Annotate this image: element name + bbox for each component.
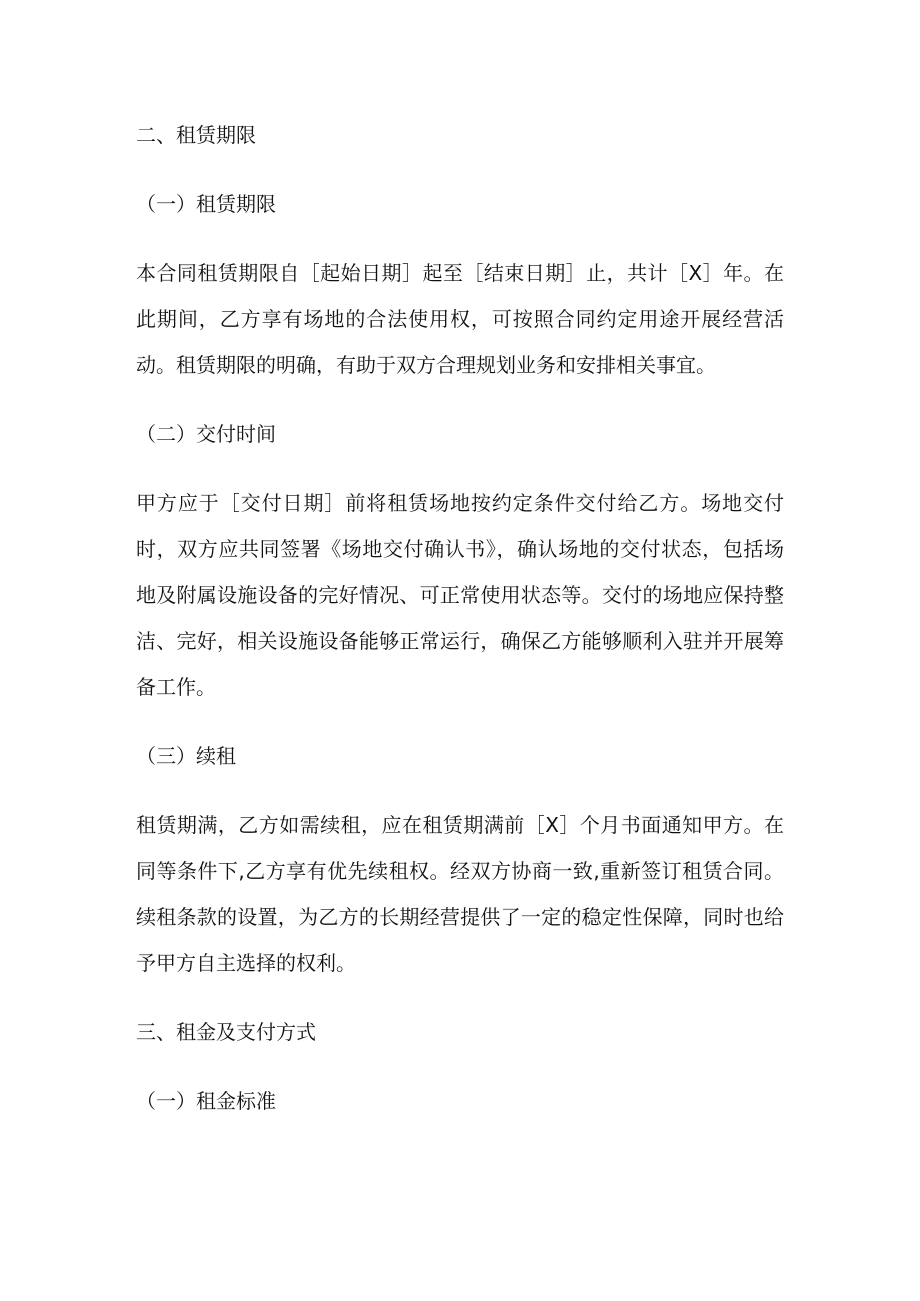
section-heading-lease-term: 二、租赁期限 — [136, 123, 256, 147]
paragraph-line: 甲方应于［交付日期］前将租赁场地按约定条件交付给乙方。场地交付 — [136, 491, 784, 515]
subsection-heading-lease-period: （一）租赁期限 — [136, 192, 276, 216]
paragraph-lease-period — [136, 250, 784, 388]
paragraph-line: 动。租赁期限的明确，有助于双方合理规划业务和安排相关事宜。 — [136, 353, 716, 377]
subsection-heading-renewal: （三）续租 — [136, 744, 236, 768]
paragraph-line: 同等条件下,乙方享有优先续租权。经双方协商一致,重新签订租赁合同。 — [136, 859, 784, 883]
paragraph-line: 租赁期满，乙方如需续租，应在租赁期满前［X］个月书面通知甲方。在 — [136, 813, 784, 837]
paragraph-line: 此期间，乙方享有场地的合法使用权，可按照合同约定用途开展经营活 — [136, 307, 784, 331]
paragraph-line: 洁、完好，相关设施设备能够正常运行，确保乙方能够顺利入驻并开展筹 — [136, 629, 784, 653]
subsection-heading-delivery-time: （二）交付时间 — [136, 422, 276, 446]
paragraph-line: 予甲方自主选择的权利。 — [136, 951, 356, 975]
paragraph-line: 地及附属设施设备的完好情况、可正常使用状态等。交付的场地应保持整 — [136, 583, 784, 607]
paragraph-line: 本合同租赁期限自［起始日期］起至［结束日期］止，共计［X］年。在 — [136, 261, 784, 285]
subsection-heading-rent-standard: （一）租金标准 — [136, 1089, 276, 1113]
paragraph-renewal — [136, 802, 784, 986]
paragraph-line: 时，双方应共同签署《场地交付确认书》，确认场地的交付状态，包括场 — [136, 537, 784, 561]
section-heading-rent-payment: 三、租金及支付方式 — [136, 1020, 316, 1044]
paragraph-line: 备工作。 — [136, 675, 216, 699]
document-body — [136, 112, 784, 1147]
paragraph-delivery-time — [136, 480, 784, 710]
paragraph-line: 续租条款的设置，为乙方的长期经营提供了一定的稳定性保障，同时也给 — [136, 905, 784, 929]
